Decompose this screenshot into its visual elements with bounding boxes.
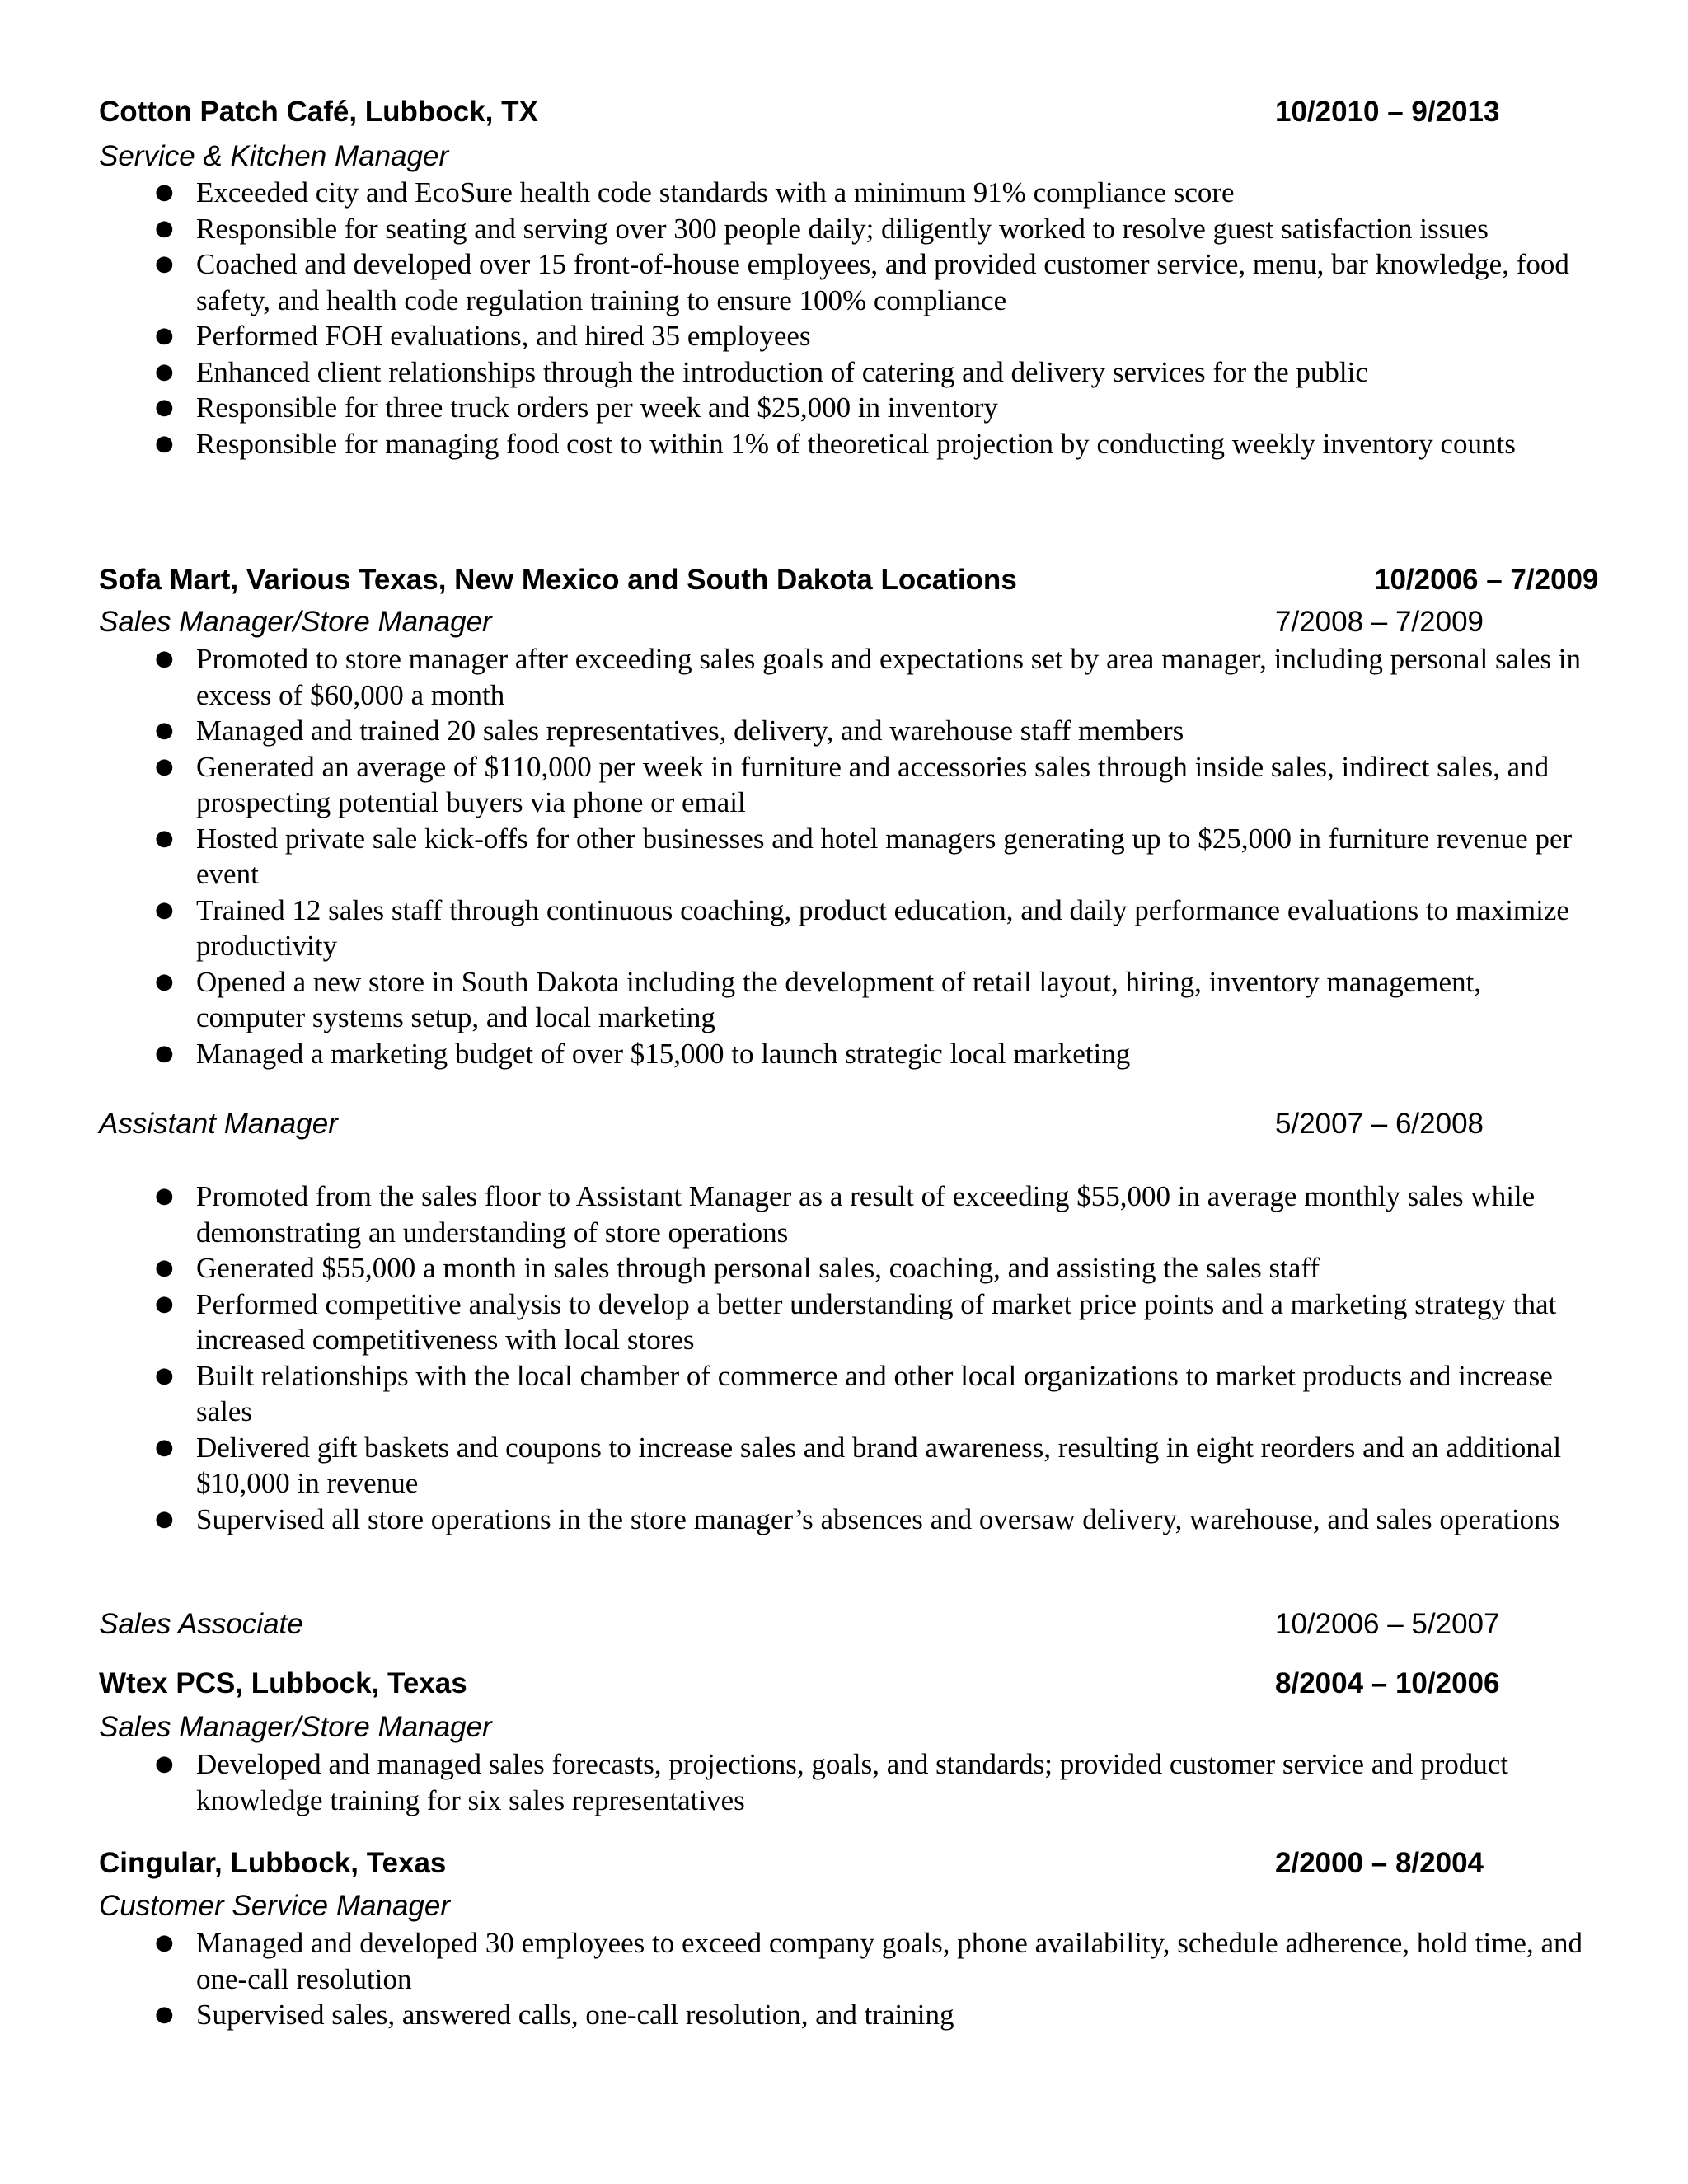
bullet-item (0, 1250, 1688, 1286)
bullet-list-cotton-patch (0, 175, 1688, 462)
employer-dates-cingular: 2/2000 – 8/2004 (1275, 1847, 1484, 1879)
bullet-text: Delivered gift baskets and coupons to increase sales and brand awareness, resulting in eight reorders and an additional $10,000 in revenue (196, 1431, 1562, 1499)
bullet-text: Exceeded city and EcoSure health code standards with a minimum 91% compliance score (196, 176, 1235, 209)
bullet-item (0, 964, 1688, 1036)
bullet-text: Promoted from the sales floor to Assistant Manager as a result of exceeding $55,000 in average monthly sales while demonstrating an understanding of store operations (196, 1180, 1536, 1249)
bullet-text: Managed and developed 30 employees to exceed company goals, phone availability, schedule adherence, hold time, and one-call resolution (196, 1927, 1582, 1995)
bullet-item (0, 1036, 1688, 1072)
bullet-item (0, 1179, 1688, 1250)
bullet-icon: ● (155, 1930, 174, 1955)
bullet-item (0, 1286, 1688, 1358)
bullet-icon: ● (155, 359, 174, 384)
bullet-list-wtex-pcs (0, 1746, 1688, 1818)
bullet-text: Managed and trained 20 sales representatives, delivery, and warehouse staff members (196, 715, 1184, 747)
bullet-icon: ● (155, 430, 174, 456)
bullet-icon: ● (155, 251, 174, 276)
role-dates: 10/2006 – 5/2007 (1275, 1608, 1500, 1640)
bullet-icon: ● (155, 1040, 174, 1066)
bullet-icon: ● (155, 1506, 174, 1531)
bullet-item (0, 246, 1688, 318)
bullet-text: Supervised sales, answered calls, one-call resolution, and training (196, 1999, 954, 2031)
role-title: Service & Kitchen Manager (99, 140, 449, 172)
employer-wtex-pcs: Wtex PCS, Lubbock, Texas (99, 1667, 467, 1699)
bullet-text: Responsible for managing food cost to within 1% of theoretical projection by conducting weekly inventory counts (196, 427, 1516, 460)
bullet-icon: ● (155, 1183, 174, 1208)
bullet-icon: ● (155, 215, 174, 241)
bullet-item (0, 1358, 1688, 1430)
bullet-icon: ● (155, 395, 174, 419)
role-title: Sales Associate (99, 1608, 303, 1640)
bullet-item (0, 390, 1688, 426)
bullet-item (0, 211, 1688, 247)
bullet-text: Enhanced client relationships through the introduction of catering and delivery services for the public (196, 355, 1368, 388)
bullet-item (0, 749, 1688, 821)
bullet-list-sofa-sales-manager (0, 641, 1688, 1071)
bullet-list-cingular (0, 1925, 1688, 2033)
employer-cotton-patch: Cotton Patch Café, Lubbock, TX (99, 96, 538, 128)
employer-dates-cotton-patch: 10/2010 – 9/2013 (1275, 96, 1500, 128)
bullet-item (0, 1925, 1688, 1997)
bullet-item (0, 318, 1688, 354)
bullet-icon: ● (155, 897, 174, 922)
bullet-icon: ● (155, 1255, 174, 1280)
role-dates: 5/2007 – 6/2008 (1275, 1108, 1484, 1140)
bullet-item (0, 893, 1688, 964)
bullet-item (0, 354, 1688, 391)
bullet-text: Performed competitive analysis to develop a better understanding of market price points and a marketing strategy that increased competitiveness with local stores (196, 1287, 1557, 1356)
bullet-item (0, 713, 1688, 749)
bullet-icon: ● (155, 2002, 174, 2027)
bullet-item (0, 175, 1688, 211)
bullet-item (0, 1430, 1688, 1502)
bullet-icon: ● (155, 825, 174, 851)
role-dates: 7/2008 – 7/2009 (1275, 606, 1484, 638)
role-title: Sales Manager/Store Manager (99, 606, 492, 638)
bullet-item (0, 821, 1688, 893)
bullet-icon: ● (155, 1751, 174, 1776)
employer-sofa-mart: Sofa Mart, Various Texas, New Mexico and South Dakota Locations (99, 564, 1017, 596)
bullet-text: Trained 12 sales staff through continuous coaching, product education, and daily performance evaluations to maximize productivity (196, 893, 1569, 962)
bullet-icon: ● (155, 646, 174, 671)
bullet-text: Promoted to store manager after exceeding sales goals and expectations set by area manager, including personal sales in excess of $60,000 a month (196, 643, 1581, 711)
bullet-icon: ● (155, 1362, 174, 1388)
bullet-icon: ● (155, 323, 174, 348)
bullet-icon: ● (155, 1434, 174, 1460)
bullet-item (0, 1997, 1688, 2033)
employer-cingular: Cingular, Lubbock, Texas (99, 1847, 447, 1879)
bullet-item (0, 1502, 1688, 1538)
bullet-icon: ● (155, 753, 174, 779)
bullet-text: Supervised all store operations in the store manager’s absences and oversaw delivery, warehouse, and sales operations (196, 1502, 1560, 1535)
bullet-icon: ● (155, 968, 174, 994)
bullet-item (0, 641, 1688, 713)
role-title: Customer Service Manager (99, 1890, 450, 1922)
bullet-text: Coached and developed over 15 front-of-house employees, and provided customer service, menu, bar knowledge, food safety, and health code regulation training to ensure 100% compliance (196, 248, 1569, 316)
bullet-text: Generated an average of $110,000 per week in furniture and accessories sales through inside sales, indirect sales, and prospecting potential buyers via phone or email (196, 750, 1550, 818)
bullet-text: Hosted private sale kick-offs for other businesses and hotel managers generating up to $25,000 in furniture revenue per event (196, 822, 1573, 890)
bullet-text: Developed and managed sales forecasts, projections, goals, and standards; provided customer service and product knowledge training for six sales representatives (196, 1748, 1508, 1816)
role-title: Assistant Manager (99, 1108, 338, 1140)
bullet-text: Performed FOH evaluations, and hired 35 employees (196, 320, 811, 352)
bullet-text: Responsible for seating and serving over 300 people daily; diligently worked to resolve guest satisfaction issues (196, 212, 1489, 245)
bullet-text: Opened a new store in South Dakota including the development of retail layout, hiring, inventory management, computer systems setup, and local marketing (196, 965, 1482, 1033)
bullet-text: Managed a marketing budget of over $15,000 to launch strategic local marketing (196, 1037, 1131, 1070)
bullet-icon: ● (155, 180, 174, 204)
employer-dates-wtex-pcs: 8/2004 – 10/2006 (1275, 1667, 1500, 1699)
bullet-text: Responsible for three truck orders per week and $25,000 in inventory (196, 391, 998, 424)
employer-dates-sofa-mart: 10/2006 – 7/2009 (1374, 564, 1599, 596)
bullet-item (0, 426, 1688, 462)
bullet-text: Built relationships with the local chamber of commerce and other local organizations to market products and increase sales (196, 1359, 1553, 1427)
bullet-item (0, 1746, 1688, 1818)
role-title: Sales Manager/Store Manager (99, 1711, 492, 1743)
bullet-text: Generated $55,000 a month in sales through personal sales, coaching, and assisting the sales staff (196, 1252, 1320, 1284)
bullet-icon: ● (155, 1291, 174, 1316)
bullet-list-sofa-assistant-manager (0, 1179, 1688, 1537)
bullet-icon: ● (155, 718, 174, 743)
